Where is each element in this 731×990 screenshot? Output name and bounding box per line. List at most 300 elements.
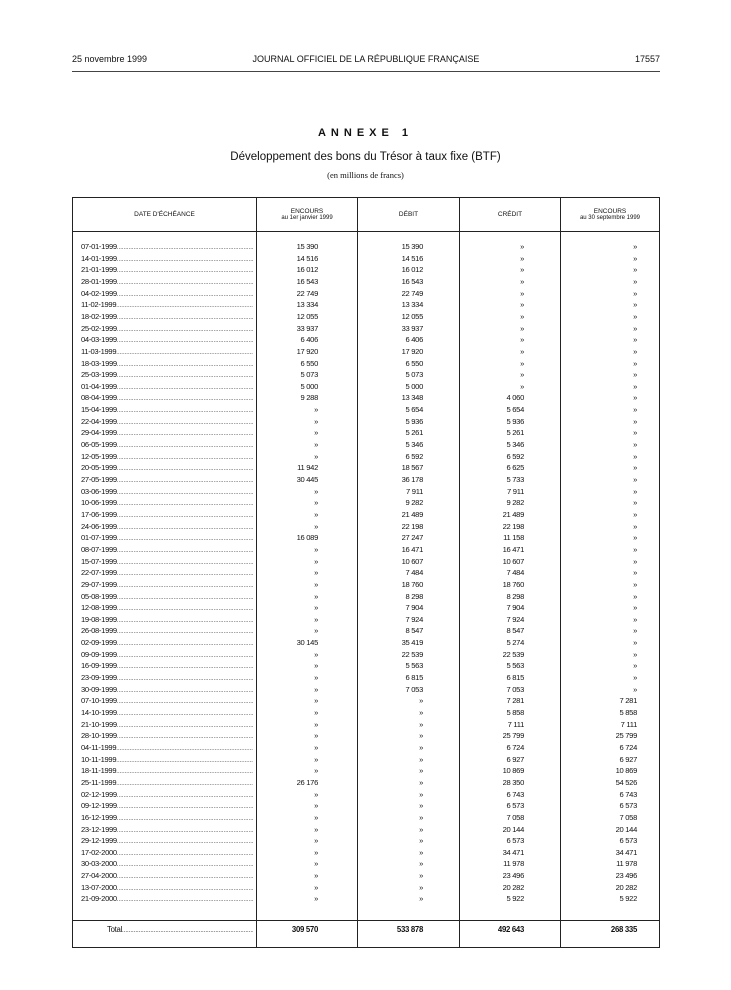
table-row: [73, 893, 659, 905]
row-encours-end: 7 281: [619, 696, 637, 706]
row-encours-end: »: [633, 335, 637, 345]
table-row: [73, 451, 659, 463]
annex-heading: ANNEXE 1: [317, 127, 414, 139]
row-encours-end: 5 922: [619, 894, 637, 904]
row-date: 23-12-1999 .....: [81, 824, 253, 838]
table-row: [73, 241, 659, 253]
row-credit: 5 936: [506, 416, 524, 426]
row-debit: 12 055: [401, 311, 423, 321]
table-row: [73, 765, 659, 777]
row-credit: 8 547: [506, 626, 524, 636]
row-debit: »: [419, 696, 423, 706]
row-debit: »: [419, 719, 423, 729]
row-encours-start: »: [314, 859, 318, 869]
row-date: 18-03-1999 .....: [81, 358, 253, 372]
row-encours-end: 6 573: [619, 836, 637, 846]
row-encours-end: »: [633, 253, 637, 263]
row-credit: 23 496: [502, 871, 524, 881]
row-date: 16-12-1999 .....: [81, 812, 253, 826]
row-date: 06-05-1999 .....: [81, 439, 253, 453]
table-row: [73, 509, 659, 521]
table-row: [73, 404, 659, 416]
row-credit: 5 563: [506, 661, 524, 671]
row-debit: 8 547: [405, 626, 423, 636]
row-encours-end: »: [633, 346, 637, 356]
row-date: 28-01-1999 .....: [81, 276, 253, 290]
row-credit: 16 471: [502, 544, 524, 554]
table-row: [73, 812, 659, 824]
row-encours-start: »: [314, 789, 318, 799]
row-encours-start: 5 073: [300, 370, 318, 380]
header-date: 25 novembre 1999: [72, 54, 148, 64]
table-row: [73, 567, 659, 579]
row-encours-end: »: [633, 673, 637, 683]
btf-table: [72, 197, 660, 948]
total-label: Total .....: [107, 923, 253, 938]
table-row: [73, 532, 659, 544]
table-row: [73, 870, 659, 882]
row-encours-end: 23 496: [615, 871, 637, 881]
table-row: [73, 276, 659, 288]
row-date: 10-06-1999 .....: [81, 497, 253, 511]
row-credit: »: [520, 300, 524, 310]
row-date: 12-05-1999 .....: [81, 451, 253, 465]
row-debit: »: [419, 777, 423, 787]
row-encours-end: »: [633, 381, 637, 391]
row-date: 16-09-1999 .....: [81, 660, 253, 674]
table-row: [73, 672, 659, 684]
row-debit: 27 247: [401, 533, 423, 543]
row-encours-end: »: [633, 684, 637, 694]
row-credit: 6 573: [506, 836, 524, 846]
row-credit: »: [520, 323, 524, 333]
row-encours-start: »: [314, 498, 318, 508]
table-row: [73, 392, 659, 404]
table-row: [73, 299, 659, 311]
row-date: 30-09-1999 .....: [81, 684, 253, 698]
table-row: [73, 497, 659, 509]
row-encours-start: »: [314, 544, 318, 554]
table-row: [73, 882, 659, 894]
row-date: 17-06-1999 .....: [81, 509, 253, 523]
row-date: 18-11-1999 .....: [81, 765, 253, 779]
row-encours-end: »: [633, 603, 637, 613]
row-encours-start: 17 920: [296, 346, 318, 356]
row-credit: 6 743: [506, 789, 524, 799]
row-debit: »: [419, 882, 423, 892]
row-encours-start: 16 089: [296, 533, 318, 543]
row-encours-end: 20 144: [615, 824, 637, 834]
row-encours-start: 11 942: [297, 463, 318, 473]
row-debit: 5 346: [405, 440, 423, 450]
row-debit: 13 334: [401, 300, 423, 310]
header-row-divider: [73, 231, 659, 232]
row-debit: »: [419, 801, 423, 811]
row-credit: 8 298: [506, 591, 524, 601]
row-date: 03-06-1999 .....: [81, 486, 253, 500]
row-credit: 7 904: [506, 603, 524, 613]
row-debit: 7 053: [405, 684, 423, 694]
table-row: [73, 521, 659, 533]
table-row: [73, 754, 659, 766]
row-credit: 7 281: [506, 696, 524, 706]
row-encours-end: »: [633, 451, 637, 461]
row-encours-start: 6 406: [300, 335, 318, 345]
row-date: 18-02-1999 .....: [81, 311, 253, 325]
row-credit: 11 158: [503, 533, 524, 543]
row-date: 10-11-1999 .....: [81, 754, 253, 768]
row-date: 11-02-1999 .....: [81, 299, 253, 313]
row-encours-end: »: [633, 486, 637, 496]
row-encours-start: »: [314, 708, 318, 717]
row-credit: 5 261: [506, 428, 524, 438]
row-debit: 7 924: [405, 614, 423, 624]
column-header-debit-label: DÉBIT: [398, 211, 419, 218]
row-encours-start: »: [314, 894, 318, 904]
table-row: [73, 684, 659, 696]
table-row: [73, 474, 659, 486]
row-debit: 35 419: [401, 638, 423, 648]
table-row: [73, 264, 659, 276]
table-row: [73, 358, 659, 370]
row-debit: 7 911: [406, 486, 423, 496]
table-row: [73, 416, 659, 428]
table-row: [73, 556, 659, 568]
row-encours-end: 54 526: [615, 777, 637, 787]
row-debit: »: [419, 708, 423, 717]
table-row: [73, 614, 659, 626]
row-encours-end: 25 799: [615, 731, 637, 741]
row-credit: 5 733: [506, 475, 524, 484]
row-credit: 21 489: [502, 509, 524, 519]
row-date: 12-08-1999 .....: [81, 602, 253, 616]
row-debit: 5 654: [405, 405, 423, 415]
row-debit: 5 936: [405, 416, 423, 426]
table-row: [73, 660, 659, 672]
row-encours-end: »: [633, 323, 637, 333]
row-encours-end: »: [633, 661, 637, 671]
row-debit: »: [419, 859, 423, 869]
row-encours-end: »: [633, 242, 637, 251]
row-encours-end: »: [633, 358, 637, 368]
row-debit: 22 749: [401, 288, 423, 298]
row-encours-start: »: [314, 731, 318, 741]
table-row: [73, 707, 659, 719]
row-credit: 6 573: [506, 801, 524, 811]
row-debit: »: [419, 894, 423, 904]
row-date: 28-10-1999 .....: [81, 730, 253, 744]
table-row: [73, 789, 659, 801]
table-row: [73, 253, 659, 265]
row-debit: 7 484: [405, 568, 423, 578]
row-credit: 7 053: [506, 684, 524, 694]
row-date: 24-06-1999 .....: [81, 521, 253, 535]
row-credit: 7 911: [507, 486, 524, 496]
row-encours-end: »: [633, 544, 637, 554]
row-date: 08-07-1999 .....: [81, 544, 253, 558]
row-encours-end: 5 858: [619, 708, 637, 717]
row-date: 27-05-1999 .....: [81, 474, 253, 488]
row-debit: »: [419, 789, 423, 799]
header-page-number: 17557: [634, 54, 660, 64]
row-encours-start: »: [314, 649, 318, 659]
row-encours-end: »: [633, 614, 637, 624]
row-date: 13-07-2000 .....: [81, 882, 253, 896]
row-credit: 22 539: [502, 649, 524, 659]
row-debit: 5 073: [405, 370, 423, 380]
table-row: [73, 625, 659, 637]
column-header-encours-end-sub: au 30 septembre 1999: [579, 214, 641, 221]
row-credit: »: [520, 253, 524, 263]
row-credit: »: [520, 288, 524, 298]
row-debit: 22 539: [401, 649, 423, 659]
row-date: 30-03-2000 .....: [81, 858, 253, 872]
row-encours-start: 30 145: [296, 638, 318, 648]
row-encours-end: »: [633, 649, 637, 659]
row-encours-start: 5 000: [300, 381, 318, 391]
row-encours-end: »: [633, 638, 637, 648]
row-encours-start: »: [314, 871, 318, 881]
row-encours-start: 16 012: [296, 265, 318, 275]
total-row-divider: [73, 920, 659, 921]
row-encours-start: »: [314, 568, 318, 578]
row-encours-end: 6 743: [619, 789, 637, 799]
table-row: [73, 462, 659, 474]
row-date: 08-04-1999 .....: [81, 392, 253, 406]
row-debit: 22 198: [401, 521, 423, 531]
row-credit: »: [520, 311, 524, 321]
row-debit: 6 406: [405, 335, 423, 345]
row-encours-end: »: [633, 288, 637, 298]
table-row: [73, 777, 659, 789]
row-encours-end: »: [633, 311, 637, 321]
table-row: [73, 579, 659, 591]
unit-note: (en millions de francs): [327, 170, 404, 180]
row-encours-end: »: [633, 300, 637, 310]
row-encours-end: »: [633, 579, 637, 589]
row-encours-start: »: [314, 591, 318, 601]
row-debit: »: [419, 871, 423, 881]
row-encours-start: »: [314, 882, 318, 892]
row-date: 04-02-1999 .....: [81, 288, 253, 302]
row-debit: 16 471: [401, 544, 423, 554]
row-encours-end: 7 058: [619, 812, 637, 822]
row-credit: 20 282: [502, 882, 524, 892]
table-row: [73, 427, 659, 439]
row-encours-start: »: [314, 824, 318, 834]
row-credit: »: [520, 335, 524, 345]
row-credit: »: [520, 346, 524, 356]
row-date: 22-04-1999 .....: [81, 416, 253, 430]
row-debit: 6 550: [405, 358, 423, 368]
column-header-date-label: DATE D'ÉCHÉANCE: [134, 211, 195, 218]
table-row: [73, 602, 659, 614]
row-date: 07-01-1999 .....: [81, 241, 253, 255]
row-encours-end: 7 111: [620, 719, 637, 729]
total-debit: 533 878: [396, 925, 423, 934]
table-row: [73, 591, 659, 603]
row-date: 04-03-1999 .....: [81, 334, 253, 348]
row-credit: 9 282: [506, 498, 524, 508]
row-date: 26-08-1999 .....: [81, 625, 253, 639]
row-encours-start: »: [314, 684, 318, 694]
table-row: [73, 695, 659, 707]
column-header-encours-end: [561, 198, 659, 231]
row-debit: »: [419, 742, 423, 752]
row-date: 19-08-1999 .....: [81, 614, 253, 628]
row-encours-start: »: [314, 440, 318, 450]
row-credit: 6 927: [506, 754, 524, 764]
row-date: 01-04-1999 .....: [81, 381, 253, 395]
row-encours-end: »: [633, 568, 637, 578]
row-encours-start: 13 334: [296, 300, 318, 310]
row-credit: »: [520, 381, 524, 391]
row-encours-end: »: [633, 533, 637, 543]
row-date: 21-10-1999 .....: [81, 719, 253, 733]
table-row: [73, 649, 659, 661]
row-encours-start: 26 176: [296, 777, 318, 787]
row-date: 02-12-1999 .....: [81, 789, 253, 803]
row-debit: 10 607: [401, 556, 423, 566]
row-date: 21-01-1999 .....: [81, 264, 253, 278]
column-header-debit: [358, 198, 459, 231]
row-debit: 14 516: [401, 253, 423, 263]
row-credit: 25 799: [502, 731, 524, 741]
column-header-date: [73, 198, 256, 231]
table-row: [73, 637, 659, 649]
row-credit: 6 625: [506, 463, 524, 473]
row-encours-end: 34 471: [615, 847, 637, 857]
row-encours-end: »: [633, 626, 637, 636]
row-debit: 6 815: [405, 673, 423, 683]
row-encours-start: »: [314, 836, 318, 846]
row-date: 15-04-1999 .....: [81, 404, 253, 418]
row-encours-start: »: [314, 626, 318, 636]
row-date: 25-02-1999 .....: [81, 323, 253, 337]
row-encours-end: »: [633, 370, 637, 380]
column-header-credit-label: CRÉDIT: [497, 211, 523, 218]
row-credit: 5 858: [506, 708, 524, 717]
column-header-encours-start: [257, 198, 357, 231]
row-encours-end: »: [633, 393, 637, 403]
row-encours-start: »: [314, 673, 318, 683]
row-credit: 6 815: [506, 673, 524, 683]
row-encours-start: »: [314, 696, 318, 706]
row-credit: 10 869: [502, 766, 524, 776]
row-debit: 13 348: [401, 393, 423, 403]
row-encours-end: »: [633, 556, 637, 566]
row-date: 01-07-1999 .....: [81, 532, 253, 546]
row-encours-start: 30 445: [296, 475, 318, 484]
row-date: 07-10-1999 .....: [81, 695, 253, 709]
row-encours-end: »: [633, 521, 637, 531]
row-encours-start: »: [314, 405, 318, 415]
row-debit: 9 282: [405, 498, 423, 508]
row-credit: »: [520, 370, 524, 380]
row-encours-start: 15 390: [296, 242, 318, 251]
header-rule: [72, 71, 660, 72]
table-row: [73, 346, 659, 358]
row-encours-start: 33 937: [296, 323, 318, 333]
row-credit: 5 654: [506, 405, 524, 415]
table-row: [73, 730, 659, 742]
total-encours-end: 268 335: [610, 925, 637, 934]
row-debit: 16 012: [401, 265, 423, 275]
row-credit: 28 350: [502, 777, 524, 787]
row-credit: 6 724: [506, 742, 524, 752]
row-credit: 5 346: [506, 440, 524, 450]
row-encours-end: »: [633, 509, 637, 519]
row-date: 17-02-2000 .....: [81, 847, 253, 861]
row-encours-start: »: [314, 847, 318, 857]
row-credit: 6 592: [506, 451, 524, 461]
row-credit: 20 144: [502, 824, 524, 834]
row-encours-start: »: [314, 486, 318, 496]
table-row: [73, 381, 659, 393]
table-row: [73, 323, 659, 335]
row-debit: 7 904: [405, 603, 423, 613]
row-encours-start: »: [314, 719, 318, 729]
row-debit: »: [419, 754, 423, 764]
row-debit: 6 592: [405, 451, 423, 461]
row-date: 20-05-1999 .....: [81, 462, 253, 476]
row-date: 09-12-1999 .....: [81, 800, 253, 814]
document-title: Développement des bons du Trésor à taux fixe (BTF): [230, 151, 501, 163]
row-date: 14-01-1999 .....: [81, 253, 253, 267]
row-credit: 10 607: [502, 556, 524, 566]
table-row: [73, 719, 659, 731]
row-encours-end: 6 573: [619, 801, 637, 811]
row-encours-start: »: [314, 742, 318, 752]
row-debit: 5 261: [405, 428, 423, 438]
column-header-encours-end-label: ENCOURS: [593, 207, 627, 215]
row-debit: 16 543: [401, 276, 423, 286]
row-encours-start: 14 516: [296, 253, 318, 263]
row-encours-start: »: [314, 416, 318, 426]
total-credit: 492 643: [497, 925, 524, 934]
row-debit: 5 563: [405, 661, 423, 671]
row-credit: »: [520, 358, 524, 368]
row-debit: »: [419, 836, 423, 846]
column-header-credit: [460, 198, 560, 231]
row-encours-start: 6 550: [300, 358, 318, 368]
row-debit: »: [419, 847, 423, 857]
header-journal-title: JOURNAL OFFICIEL DE LA RÉPUBLIQUE FRANÇAISE: [252, 54, 480, 64]
row-debit: 18 567: [401, 463, 423, 473]
table-row: [73, 858, 659, 870]
row-encours-start: »: [314, 428, 318, 438]
row-debit: 5 000: [405, 381, 423, 391]
row-debit: 33 937: [401, 323, 423, 333]
row-encours-start: »: [314, 521, 318, 531]
row-encours-start: 9 288: [300, 393, 318, 403]
row-encours-end: »: [633, 416, 637, 426]
row-debit: 18 760: [401, 579, 423, 589]
table-row: [73, 824, 659, 836]
row-debit: »: [419, 766, 423, 776]
row-encours-end: »: [633, 463, 637, 473]
row-debit: 17 920: [401, 346, 423, 356]
row-date: 29-07-1999 .....: [81, 579, 253, 593]
row-credit: 7 924: [506, 614, 524, 624]
table-row: [73, 311, 659, 323]
table-row: [73, 835, 659, 847]
row-date: 27-04-2000 .....: [81, 870, 253, 884]
row-debit: »: [419, 824, 423, 834]
row-date: 25-03-1999 .....: [81, 369, 253, 383]
column-header-encours-start-sub: au 1er janvier 1999: [281, 214, 333, 221]
row-encours-start: 22 749: [296, 288, 318, 298]
